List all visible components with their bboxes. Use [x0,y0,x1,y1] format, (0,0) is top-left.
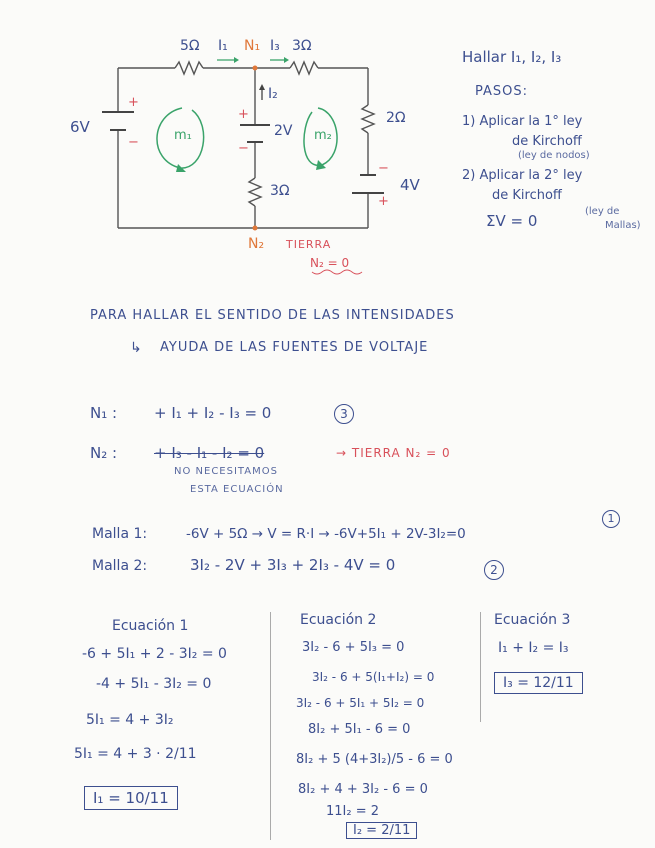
ec2-line: 3I₂ - 6 + 5(I₁+I₂) = 0 [312,670,435,684]
ec3-title: Ecuación 3 [494,612,571,628]
step2-line-c: ΣV = 0 [486,212,538,230]
problem-statement: Hallar I₁, I₂, I₃ [462,48,562,66]
step2-line-a: 2) Aplicar la 2° ley [462,168,583,183]
ec1-line: 5I₁ = 4 + 3 · 2/11 [74,746,197,762]
r3-label: 3Ω [292,38,312,54]
ec1-result: I₁ = 10/11 [84,786,178,810]
ec1-line: 5I₁ = 4 + 3I₂ [86,712,174,728]
ground-equation: N₂ = 0 [310,256,350,270]
v2-label: 2V [274,123,293,139]
node2-equation: + I₃ - I₁ - I₂ = 0 [154,444,265,462]
svg-text:−: − [378,161,389,176]
n2-label: N₂ [248,236,265,252]
step2-line-b: de Kirchoff [492,188,562,203]
step1-line-c: (ley de nodos) [518,150,590,161]
intro-line-2: AYUDA DE LAS FUENTES DE VOLTAJE [160,340,429,355]
ec2-line: 8I₂ + 4 + 3I₂ - 6 = 0 [298,782,428,797]
v1-label: 6V [70,118,90,136]
mesh1-number: 1 [602,510,620,528]
ec2-result: I₂ = 2/11 [346,822,417,839]
ec2-line: 11I₂ = 2 [326,804,380,819]
step1-line-a: 1) Aplicar la 1° ley [462,114,583,129]
mesh1-title: Malla 1: [92,526,148,542]
node1-equation: + I₁ + I₂ - I₃ = 0 [154,404,272,422]
step1-line-b: de Kirchoff [512,134,582,149]
intro-arrow-icon: ↳ [130,340,142,356]
r2-label: 2Ω [386,110,406,126]
ec1-line: -6 + 5I₁ + 2 - 3I₂ = 0 [82,646,227,662]
r1-label: 5Ω [180,38,200,54]
node1-label: N₁ : [90,404,118,422]
intro-line-1: PARA HALLAR EL SENTIDO DE LAS INTENSIDADES [90,308,455,323]
ec1-line: -4 + 5I₁ - 3I₂ = 0 [96,676,212,692]
svg-text:+: + [238,107,249,122]
step2-line-e: Mallas) [605,220,641,231]
svg-text:+: + [128,95,139,110]
ec1-title: Ecuación 1 [112,618,189,634]
column-divider-1 [270,612,271,840]
svg-text:−: − [238,141,249,156]
column-divider-2 [480,612,481,722]
node2-sub-2: ESTA ECUACIÓN [190,484,284,495]
r4-label: 3Ω [270,183,290,199]
svg-text:+: + [378,194,389,209]
ec3-line: I₁ + I₂ = I₃ [498,640,569,656]
mesh1-label: m₁ [174,128,192,143]
v4-label: 4V [400,176,420,194]
step2-line-d: (ley de [585,206,620,217]
ec3-result: I₃ = 12/11 [494,672,583,694]
ec2-line: 3I₂ - 6 + 5I₃ = 0 [302,640,405,655]
mesh2-equation: 3I₂ - 2V + 3I₃ + 2I₃ - 4V = 0 [190,556,396,574]
mesh1-equation: -6V + 5Ω → V = R·I → -6V+5I₁ + 2V-3I₂=0 [186,526,466,542]
ground-label: TIERRA [286,238,332,251]
node2-label: N₂ : [90,444,118,462]
ec2-line: 3I₂ - 6 + 5I₁ + 5I₂ = 0 [296,696,425,710]
node2-note: → TIERRA N₂ = 0 [336,446,451,460]
i3-label: I₃ [270,38,280,54]
i1-label: I₁ [218,38,228,54]
n1-label: N₁ [244,38,261,54]
mesh2-label: m₂ [314,128,332,143]
svg-text:−: − [128,135,139,150]
ec2-line: 8I₂ + 5 (4+3I₂)/5 - 6 = 0 [296,752,453,767]
mesh2-title: Malla 2: [92,558,148,574]
mesh2-number: 2 [484,560,504,580]
node1-number: 3 [334,404,354,424]
ec2-title: Ecuación 2 [300,612,377,628]
steps-title: PASOS: [475,84,529,99]
node2-sub-1: NO NECESITAMOS [174,466,278,477]
ec2-line: 8I₂ + 5I₁ - 6 = 0 [308,722,411,737]
i2-label: I₂ [268,86,278,102]
